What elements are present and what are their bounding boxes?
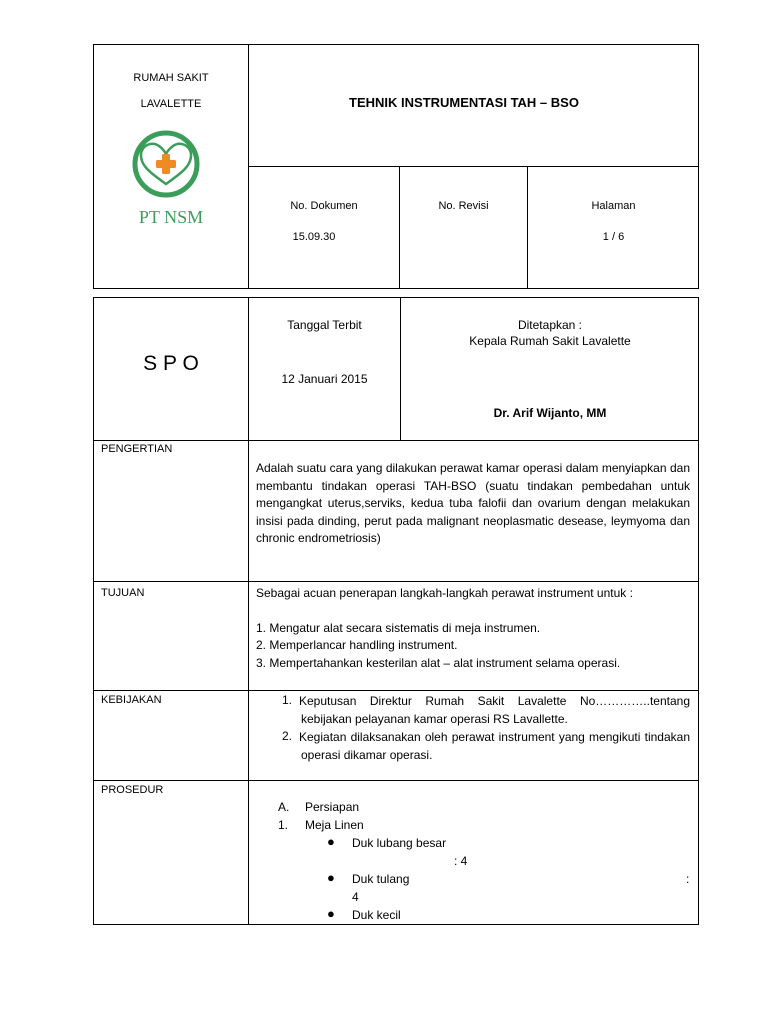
hospital-logo <box>122 130 210 198</box>
section-a-number: A. <box>278 800 290 814</box>
hospital-name-line2: LAVALETTE <box>140 98 202 110</box>
heart-cross-logo-icon <box>122 130 210 198</box>
hospital-name-line1: RUMAH SAKIT <box>133 72 209 84</box>
bullet-icon: ● <box>327 834 335 849</box>
row-divider-kebijakan <box>93 780 699 781</box>
issue-date-label: Tanggal Terbit <box>287 318 362 332</box>
row-divider-spo <box>93 440 699 441</box>
kebijakan-item-1-text: Keputusan Direktur Rumah Sakit Lavalette No…………..tentang kebijakan pelayanan kamar operasi RS Lavallette. <box>299 694 690 726</box>
linen-item-name: Duk tulang <box>352 872 410 886</box>
tujuan-label: TUJUAN <box>101 587 145 599</box>
row-divider-pengertian <box>93 581 699 582</box>
tujuan-item-3: 3. Mempertahankan kesterilan alat – alat instrument selama operasi. <box>256 656 621 670</box>
approved-by-name: Dr. Arif Wijanto, MM <box>493 406 607 420</box>
approved-by-title: Kepala Rumah Sakit Lavalette <box>469 334 631 348</box>
section-a-label: Persiapan <box>305 800 360 814</box>
header-divider-rev-page <box>527 166 528 289</box>
page-label: Halaman <box>591 200 636 212</box>
kebijakan-item-1-num: 1. <box>282 693 293 707</box>
approved-label: Ditetapkan : <box>517 318 583 332</box>
pengertian-label: PENGERTIAN <box>101 443 173 455</box>
spo-label: S P O <box>143 352 199 375</box>
bullet-icon: ● <box>327 906 335 921</box>
page-value: 1 / 6 <box>602 231 625 243</box>
kebijakan-label: KEBIJAKAN <box>101 694 162 706</box>
tujuan-item-1: 1. Mengatur alat secara sistematis di meja instrumen. <box>256 621 541 635</box>
document-title: TEHNIK INSTRUMENTASI TAH – BSO <box>349 95 579 110</box>
revision-label: No. Revisi <box>438 200 489 212</box>
linen-item-colon: : <box>686 872 690 886</box>
doc-number-value: 15.09.30 <box>292 231 336 243</box>
tujuan-intro: Sebagai acuan penerapan langkah-langkah perawat instrument untuk : <box>256 586 633 600</box>
kebijakan-item-2-num: 2. <box>282 729 293 743</box>
kebijakan-item-2-text: Kegiatan dilaksanakan oleh perawat instrument yang mengikuti tindakan operasi dikamar operasi. <box>299 730 690 762</box>
header-divider-doc-rev <box>399 166 400 289</box>
linen-item-qty: : 4 <box>454 854 468 868</box>
subsection-1-number: 1. <box>278 818 289 832</box>
linen-item-qty: 4 <box>352 890 359 904</box>
header-divider-horizontal <box>248 166 699 167</box>
doc-number-label: No. Dokumen <box>290 200 358 212</box>
logo-text: PT NSM <box>138 207 204 227</box>
bullet-icon: ● <box>327 870 335 885</box>
main-table <box>93 297 699 925</box>
issue-date-value: 12 Januari 2015 <box>281 372 368 386</box>
linen-item-name: Duk kecil <box>352 908 401 922</box>
linen-item-name: Duk lubang besar <box>352 836 447 850</box>
subsection-1-label: Meja Linen <box>305 818 364 832</box>
tujuan-item-2: 2. Memperlancar handling instrument. <box>256 638 458 652</box>
main-divider-vertical <box>248 297 249 925</box>
prosedur-label: PROSEDUR <box>101 784 164 796</box>
row-divider-tujuan <box>93 690 699 691</box>
pengertian-text: Adalah suatu cara yang dilakukan perawat kamar operasi dalam menyiapkan dan membantu tindakan operasi TAH-BSO (suatu tindakan pembedahan untuk mengangkat uterus,serviks, kedua tuba falofii dan ovarium dengan melakukan insisi pada dinding, perut pada malignant neoplasmatic desease, leymyoma dan chronic endrometriosis) <box>256 461 690 545</box>
